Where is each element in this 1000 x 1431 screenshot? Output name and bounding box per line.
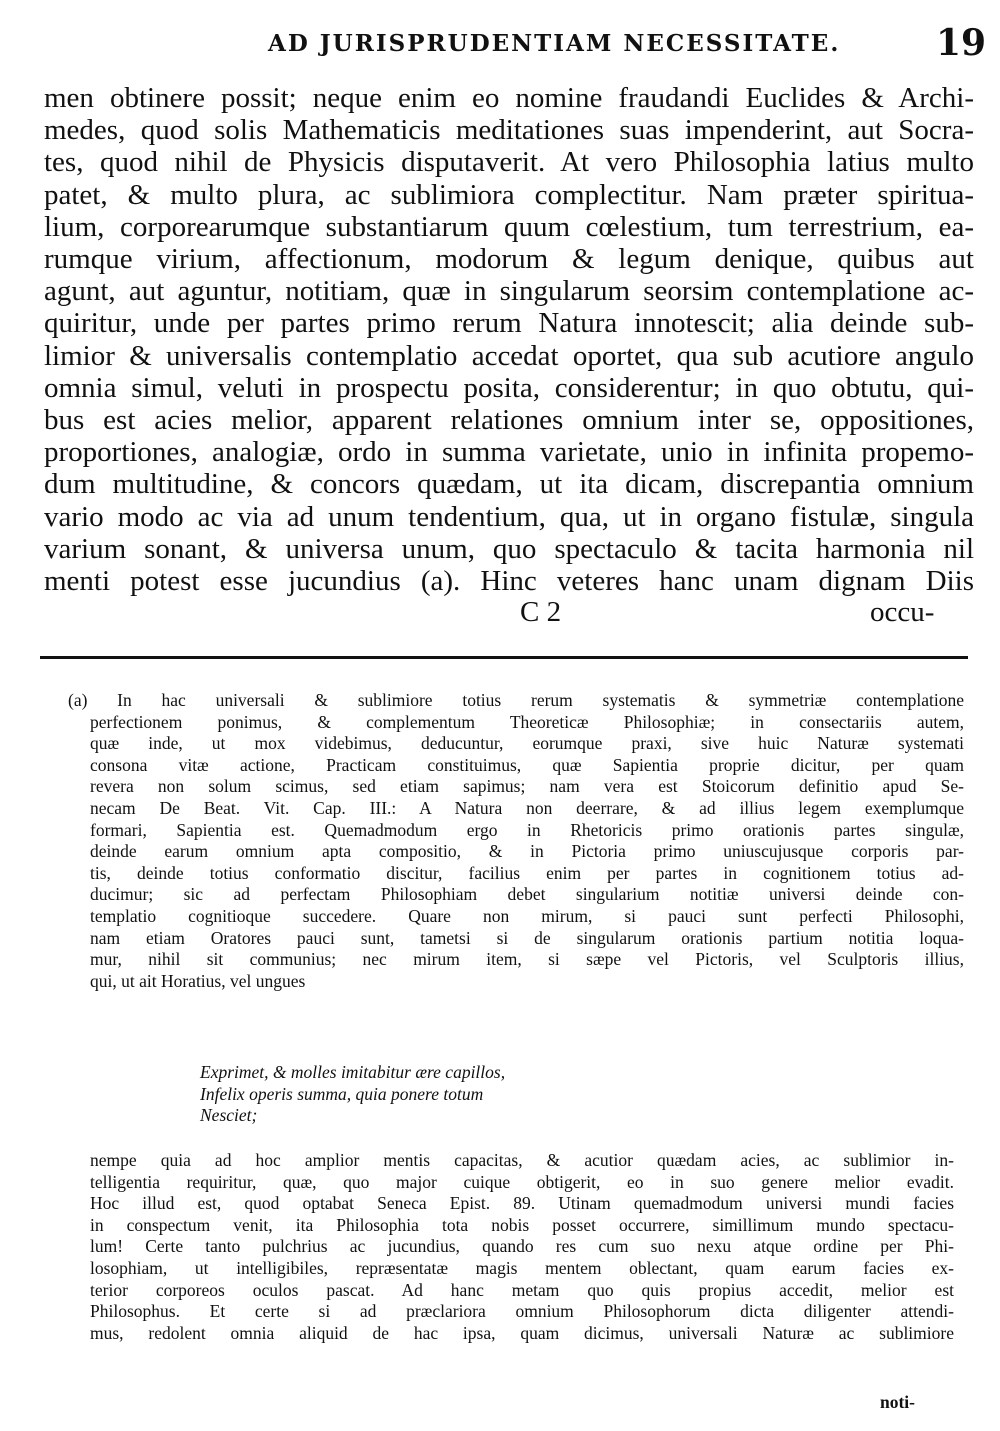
footnote-continuation [90, 1150, 954, 1344]
text-line: menti potest esse jucundius (a). Hinc veteres hanc unam dignam Diis [44, 565, 974, 598]
footnote-line: tis, deinde totius conformatio discitur, facilius enim per partes in cognitionem totius ad- [90, 862, 964, 883]
signature-mark: C 2 [520, 596, 562, 628]
text-line: dum multitudine, & concors quædam, ut ita dicam, discrepantia omnium [44, 468, 974, 501]
footnote-line: consona vitæ actione, Practicam constituimus, quæ Sapientia proprie dicitur, per quam [90, 754, 964, 775]
page-number: 19 [936, 22, 987, 64]
footnote-line: losophiam, ut intelligibiles, repræsentatæ magis mentem oblectant, quam earum facies ex- [90, 1257, 954, 1278]
footnote-line: necam De Beat. Vit. Cap. III.: A Natura non deerrare, & ad illius legem exemplumque [90, 797, 964, 818]
footnote-line: (a) In hac universali & sublimiore totius rerum systematis & symmetriæ contemplatione [68, 690, 964, 710]
footnote-line: ducimur; sic ad perfectam Philosophiam debet singularium notitiæ universi deinde con- [90, 884, 964, 905]
main-text [44, 82, 974, 597]
text-line: quiritur, unde per partes primo rerum Natura innotescit; alia deinde sub- [44, 307, 974, 340]
text-line: agunt, aut aguntur, notitiam, quæ in singularum seorsim contemplatione ac- [44, 275, 974, 308]
verse-line: Exprimet, & molles imitabitur ære capillos, [200, 1062, 506, 1082]
footnote-line: perfectionem ponimus, & complementum Theoreticæ Philosophiæ; in consectariis autem, [90, 711, 964, 732]
footnote-line: telligentia requiritur, quæ, quo major cuique obtigerit, eo in suo genere melior evadit. [90, 1171, 954, 1192]
text-line: bus est acies melior, apparent relationes omnium inter se, oppositiones, [44, 404, 974, 437]
footnote-line: terior corporeos oculos pascat. Ad hanc metam quo quis propius accedit, melior est [90, 1279, 954, 1300]
text-line: medes, quod solis Mathematicis meditationes suas impenderint, aut Socra- [44, 114, 974, 147]
text-line: tes, quod nihil de Physicis disputaverit. At vero Philosophia latius multo [44, 146, 974, 179]
footnote-line: in conspectum venit, ita Philosophia tota nobis posset occurrere, simillimum mundo spectacu- [90, 1214, 954, 1235]
footnote-line: revera non solum scimus, sed etiam sapimus; nam vera est Stoicorum definitio apud Se- [90, 776, 964, 797]
text-line: limior & universalis contemplatio accedat oportet, qua sub acutiore angulo [44, 339, 974, 372]
text-line: omnia simul, veluti in prospectu posita, considerentur; in quo obtutu, qui- [44, 371, 974, 404]
footnote-line: mus, redolent omnia aliquid de hac ipsa, quam dicimus, universali Naturæ ac sublimiore [90, 1322, 954, 1343]
verse-line: Infelix operis summa, quia ponere totum [200, 1083, 484, 1104]
footnote-line: nam etiam Oratores pauci sunt, tametsi si de singularum orationis partium notitia loqua- [90, 927, 964, 948]
text-line: vario modo ac via ad unum tendentium, qua, ut in organo fistulæ, singula [44, 500, 974, 533]
footnote-a [68, 690, 964, 992]
footnote-line: mur, nihil sit communius; nec mirum item, si sæpe vel Pictoris, vel Sculptoris illius, [90, 949, 964, 970]
text-line: rumque virium, affectionum, modorum & legum denique, quibus aut [44, 243, 974, 276]
footnote-line: deinde earum omnium apta compositio, & in Pictoria primo uniuscujusque corporis par- [90, 841, 964, 862]
footnote-line: qui, ut ait Horatius, vel ungues [90, 970, 306, 991]
text-line: patet, & multo plura, ac sublimiora complectitur. Nam præter spiritua- [44, 178, 974, 211]
footnote-line: nempe quia ad hoc amplior mentis capacitas, & acutior quædam acies, ac sublimior in- [90, 1150, 954, 1170]
running-head: AD JURISPRUDENTIAM NECESSITATE. [268, 30, 841, 57]
footnote-line: lum! Certe tanto pulchrius ac jucundius, quando res cum suo nexu atque ordine per Phi- [90, 1236, 954, 1257]
footnote-line: templatio cognitioque succedere. Quare non mirum, si pauci sunt perfecti Philosophi, [90, 905, 964, 926]
text-line: lium, corporearumque substantiarum quum cœlestium, tum terrestrium, ea- [44, 210, 974, 243]
footnote-line: Philosophus. Et certe si ad præclariora omnium Philosophorum dicta diligenter attendi- [90, 1301, 954, 1322]
footnote-rule [40, 656, 968, 659]
text-line: proportiones, analogiæ, ordo in summa varietate, unio in infinita propemo- [44, 436, 974, 469]
text-line: varium sonant, & universa unum, quo spectaculo & tacita harmonia nil [44, 532, 974, 565]
text-line: men obtinere possit; neque enim eo nomine fraudandi Euclides & Archi- [44, 82, 974, 114]
footnote-line: Hoc illud est, quod optabat Seneca Epist. 89. Utinam quemadmodum universi mundi facies [90, 1193, 954, 1214]
footnote-catchword: noti- [880, 1392, 915, 1412]
catchword: occu- [870, 596, 935, 628]
verse-line: Nesciet; [200, 1105, 258, 1126]
verse-quotation [200, 1062, 505, 1127]
footnote-line: quæ inde, ut mox videbimus, deducuntur, eorumque praxi, sive huic Naturæ systemati [90, 733, 964, 754]
footnote-line: formari, Sapientia est. Quemadmodum ergo in Rhetoricis primo orationis partes singulæ, [90, 819, 964, 840]
